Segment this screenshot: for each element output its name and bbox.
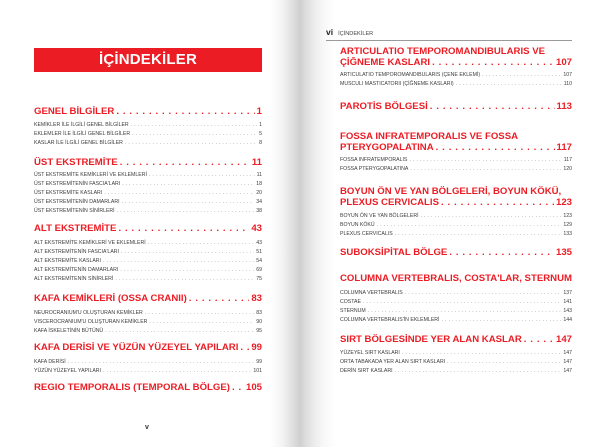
toc-chapter-regio-temporalis[interactable] bbox=[34, 382, 262, 394]
toc-section[interactable] bbox=[340, 358, 572, 367]
section-page: 137 bbox=[563, 290, 572, 296]
leader-dots bbox=[441, 197, 554, 209]
leader-dots bbox=[68, 358, 255, 367]
toc-section[interactable] bbox=[34, 327, 262, 336]
toc-section[interactable] bbox=[34, 309, 262, 318]
section-page: 51 bbox=[256, 249, 262, 255]
section-title: ALT EKSTREMİTENİN DAMARLARI bbox=[34, 267, 119, 273]
running-head-label: İÇİNDEKİLER bbox=[338, 31, 374, 37]
section-page: 83 bbox=[256, 310, 262, 316]
section-page: 107 bbox=[563, 72, 572, 78]
section-page: 38 bbox=[256, 208, 262, 214]
chapter-page: 1 bbox=[256, 106, 262, 117]
leader-dots bbox=[240, 342, 249, 354]
toc-section[interactable] bbox=[34, 180, 262, 189]
chapter-title: SIRT BÖLGESİNDE YER ALAN KASLAR bbox=[340, 334, 522, 345]
section-title: PLEXUS CERVICALIS bbox=[340, 231, 393, 237]
section-title: ORTA TABAKADA YER ALAN SIRT KASLARI bbox=[340, 359, 446, 365]
chapter-title: PAROTİS BÖLGESİ bbox=[340, 101, 428, 112]
chapter-page: 113 bbox=[556, 101, 572, 112]
section-title: MUSCULI MASTICATORII (ÇİĞNEME KASLARI) bbox=[340, 81, 454, 87]
toc-chapter-kafa-derisi[interactable] bbox=[34, 342, 262, 354]
section-title: STERNUM bbox=[340, 308, 366, 314]
toc-chapter-kafa-kemikleri[interactable] bbox=[34, 293, 262, 305]
section-page: 120 bbox=[563, 166, 572, 172]
chapter-page: 135 bbox=[555, 247, 572, 258]
toc-section[interactable] bbox=[34, 121, 262, 130]
leader-dots bbox=[232, 382, 244, 394]
chapter-title-line1: BOYUN ÖN VE YAN BÖLGELERİ, BOYUN KÖKÜ, bbox=[340, 186, 562, 197]
section-page: 20 bbox=[256, 190, 262, 196]
toc-chapter-sirt[interactable] bbox=[340, 334, 572, 346]
toc-banner-title: İÇİNDEKİLER bbox=[34, 48, 262, 72]
toc-chapter-fossa[interactable] bbox=[340, 142, 572, 154]
toc-section[interactable] bbox=[340, 349, 572, 358]
section-title: KEMİKLER İLE İLGİLİ GENEL BİLGİLER bbox=[34, 122, 129, 128]
leader-dots bbox=[395, 367, 562, 376]
leader-dots bbox=[122, 198, 255, 207]
section-page: 147 bbox=[563, 350, 572, 356]
section-title: YÜZÜN YÜZEYEL YAPILARI bbox=[34, 368, 101, 374]
running-head bbox=[326, 27, 572, 41]
chapter-title: KAFA DERİSİ VE YÜZÜN YÜZEYEL YAPILARI bbox=[34, 342, 239, 353]
toc-section[interactable] bbox=[340, 71, 572, 80]
section-page: 43 bbox=[256, 240, 262, 246]
chapter-title: SUBOKSİPİTAL BÖLGE bbox=[340, 247, 448, 258]
chapter-title: COLUMNA VERTEBRALIS, COSTA'LAR, STERNUM bbox=[340, 273, 572, 284]
section-page: 110 bbox=[563, 81, 572, 87]
chapter-page: 43 bbox=[251, 223, 262, 234]
leader-dots bbox=[121, 248, 254, 257]
chapter-page: 107 bbox=[555, 57, 572, 68]
leader-dots bbox=[125, 139, 257, 148]
leader-dots bbox=[103, 257, 254, 266]
toc-chapter-columna[interactable] bbox=[340, 273, 572, 285]
section-title: KAFA İSKELETİNİN BÜTÜNÜ bbox=[34, 328, 104, 334]
toc-section[interactable] bbox=[340, 221, 572, 230]
section-page: 54 bbox=[256, 258, 262, 264]
chapter-title: ÜST EKSTREMİTE bbox=[34, 157, 118, 168]
section-page: 69 bbox=[256, 267, 262, 273]
section-page: 11 bbox=[256, 172, 262, 178]
leader-dots bbox=[120, 266, 254, 275]
toc-chapter-boyun[interactable] bbox=[340, 197, 572, 209]
section-title: ÜST EKSTREMİTENİN FASCIA'LARI bbox=[34, 181, 121, 187]
leader-dots bbox=[402, 349, 561, 358]
section-page: 133 bbox=[563, 231, 572, 237]
leader-dots bbox=[368, 307, 562, 316]
leader-dots bbox=[122, 180, 254, 189]
section-title: NEUROCRANIUM'U OLUŞTURAN KEMİKLER bbox=[34, 310, 143, 316]
section-title: BOYUN KÖKÜ bbox=[340, 222, 375, 228]
toc-section[interactable] bbox=[340, 316, 572, 325]
chapter-page: 147 bbox=[555, 334, 572, 345]
chapter-title: ALT EKSTREMİTE bbox=[34, 223, 117, 234]
leader-dots bbox=[131, 121, 257, 130]
leader-dots bbox=[117, 207, 255, 216]
section-page: 5 bbox=[259, 131, 262, 137]
toc-section[interactable] bbox=[34, 189, 262, 198]
chapter-title: KAFA KEMİKLERİ (OSSA CRANII) bbox=[34, 293, 187, 304]
leader-dots bbox=[148, 239, 255, 248]
section-page: 117 bbox=[563, 157, 572, 163]
section-title: ALT EKSTREMİTE KASLARI bbox=[34, 258, 101, 264]
chapter-title-line1: FOSSA INFRATEMPORALIS VE FOSSA bbox=[340, 131, 519, 142]
leader-dots bbox=[421, 212, 562, 221]
section-title: ARTICULATIO TEMPOROMANDIBULARIS (ÇENE EKLEMİ) bbox=[340, 72, 481, 78]
leader-dots bbox=[377, 221, 562, 230]
section-page: 90 bbox=[256, 319, 262, 325]
section-title: ÜST EKSTREMİTE KEMİKLERİ VE EKLEMLERİ bbox=[34, 172, 147, 178]
section-title: FOSSA PTERYGOPALATINA bbox=[340, 166, 409, 172]
toc-section[interactable] bbox=[340, 80, 572, 89]
chapter-title: PLEXUS CERVICALIS bbox=[340, 197, 439, 208]
section-title: COLUMNA VERTEBRALIS'İN EKLEMLERİ bbox=[340, 317, 440, 323]
section-page: 1 bbox=[259, 122, 262, 128]
section-title: YÜZEYEL SIRT KASLARI bbox=[340, 350, 400, 356]
leader-dots bbox=[115, 275, 254, 284]
toc-section[interactable] bbox=[340, 367, 572, 376]
chapter-page: 105 bbox=[245, 382, 262, 393]
chapter-title: PTERYGOPALATINA bbox=[340, 142, 434, 153]
leader-dots bbox=[363, 298, 561, 307]
chapter-title-line1: ARTICULATIO TEMPOROMANDIBULARIS VE bbox=[340, 46, 546, 57]
section-page: 147 bbox=[563, 368, 572, 374]
leader-dots bbox=[409, 156, 561, 165]
section-page: 75 bbox=[256, 276, 262, 282]
chapter-page: 99 bbox=[251, 342, 262, 353]
toc-section[interactable] bbox=[34, 139, 262, 148]
section-page: 129 bbox=[563, 222, 572, 228]
section-page: 141 bbox=[563, 299, 572, 305]
section-title: DERİN SIRT KASLARI bbox=[340, 368, 393, 374]
section-page: 99 bbox=[256, 359, 262, 365]
leader-dots bbox=[103, 367, 251, 376]
leader-dots bbox=[132, 130, 257, 139]
section-page: 34 bbox=[256, 199, 262, 205]
chapter-title: REGIO TEMPORALIS (TEMPORAL BÖLGE) bbox=[34, 382, 230, 393]
toc-section[interactable] bbox=[34, 248, 262, 257]
toc-section[interactable] bbox=[34, 266, 262, 275]
leader-dots bbox=[105, 327, 254, 336]
section-title: EKLEMLER İLE İLGİLİ GENEL BİLGİLER bbox=[34, 131, 131, 137]
section-page: 95 bbox=[256, 328, 262, 334]
chapter-title: GENEL BİLGİLER bbox=[34, 106, 115, 117]
toc-section[interactable] bbox=[340, 298, 572, 307]
section-page: 18 bbox=[256, 181, 262, 187]
toc-section[interactable] bbox=[340, 156, 572, 165]
leader-dots bbox=[482, 71, 561, 80]
toc-chapter-parotis[interactable] bbox=[340, 101, 572, 113]
chapter-page: 117 bbox=[556, 142, 572, 153]
toc-section[interactable] bbox=[340, 230, 572, 239]
section-page: 147 bbox=[563, 359, 572, 365]
leader-dots bbox=[395, 230, 562, 239]
section-page: 8 bbox=[259, 140, 262, 146]
section-page: 123 bbox=[563, 213, 572, 219]
section-title: KASLAR İLE İLGİLİ GENEL BİLGİLER bbox=[34, 140, 123, 146]
toc-section[interactable] bbox=[34, 367, 262, 376]
leader-dots bbox=[410, 165, 561, 174]
toc-chapter-suboksipital[interactable] bbox=[340, 247, 572, 259]
section-page: 144 bbox=[563, 317, 572, 323]
toc-section[interactable] bbox=[34, 358, 262, 367]
toc-section[interactable] bbox=[34, 275, 262, 284]
leader-dots bbox=[442, 316, 562, 325]
toc-chapter-alt-ekstremite[interactable] bbox=[34, 223, 262, 235]
leader-dots bbox=[149, 318, 254, 327]
chapter-page: 11 bbox=[251, 157, 262, 168]
chapter-page: 83 bbox=[251, 293, 262, 304]
toc-section[interactable] bbox=[340, 289, 572, 298]
toc-chapter-genel-bilgiler[interactable] bbox=[34, 106, 262, 118]
section-title: ÜST EKSTREMİTENİN DAMARLARI bbox=[34, 199, 120, 205]
leader-dots bbox=[189, 293, 250, 305]
leader-dots bbox=[449, 247, 554, 259]
leader-dots bbox=[432, 57, 554, 69]
toc-section[interactable] bbox=[34, 130, 262, 139]
section-title: COSTAE bbox=[340, 299, 361, 305]
toc-section[interactable] bbox=[34, 239, 262, 248]
leader-dots bbox=[430, 101, 555, 113]
toc-section[interactable] bbox=[34, 207, 262, 216]
chapter-title: ÇİĞNEME KASLARI bbox=[340, 57, 431, 68]
leader-dots bbox=[120, 157, 250, 169]
section-title: ÜST EKSTREMİTENİN SİNİRLERİ bbox=[34, 208, 115, 214]
toc-section[interactable] bbox=[340, 165, 572, 174]
chapter-page: 123 bbox=[555, 197, 572, 208]
leader-dots bbox=[524, 334, 554, 346]
toc-section[interactable] bbox=[34, 198, 262, 207]
leader-dots bbox=[145, 309, 254, 318]
section-page: 143 bbox=[563, 308, 572, 314]
toc-section[interactable] bbox=[34, 257, 262, 266]
leader-dots bbox=[118, 223, 249, 235]
leader-dots bbox=[436, 142, 555, 154]
page-number-right: vi bbox=[326, 27, 334, 37]
section-title: ALT EKSTREMİTENİN SİNİRLERİ bbox=[34, 276, 114, 282]
toc-chapter-articulatio[interactable] bbox=[340, 57, 572, 69]
section-title: ÜST EKSTREMİTE KASLARI bbox=[34, 190, 103, 196]
leader-dots bbox=[149, 171, 255, 180]
leader-dots bbox=[116, 106, 254, 118]
leader-dots bbox=[447, 358, 561, 367]
toc-section[interactable] bbox=[340, 307, 572, 316]
section-title: ALT EKSTREMİTE KEMİKLERİ VE EKLEMLERİ bbox=[34, 240, 146, 246]
toc-section[interactable] bbox=[340, 212, 572, 221]
section-title: ALT EKSTREMİTENİN FASCIA'LARI bbox=[34, 249, 119, 255]
leader-dots bbox=[405, 289, 562, 298]
leader-dots bbox=[104, 189, 254, 198]
section-title: BOYUN ÖN VE YAN BÖLGELERİ bbox=[340, 213, 419, 219]
leader-dots bbox=[456, 80, 562, 89]
section-page: 101 bbox=[253, 368, 262, 374]
page-number-left: v bbox=[145, 424, 149, 431]
section-title: KAFA DERİSİ bbox=[34, 359, 66, 365]
section-title: VISCEROCRANIUM'U OLUŞTURAN KEMİKLER bbox=[34, 319, 148, 325]
toc-chapter-ust-ekstremite[interactable] bbox=[34, 157, 262, 169]
section-title: FOSSA INFRATEMPORALIS bbox=[340, 157, 408, 163]
toc-section[interactable] bbox=[34, 171, 262, 180]
toc-section[interactable] bbox=[34, 318, 262, 327]
section-title: COLUMNA VERTEBRALIS bbox=[340, 290, 403, 296]
